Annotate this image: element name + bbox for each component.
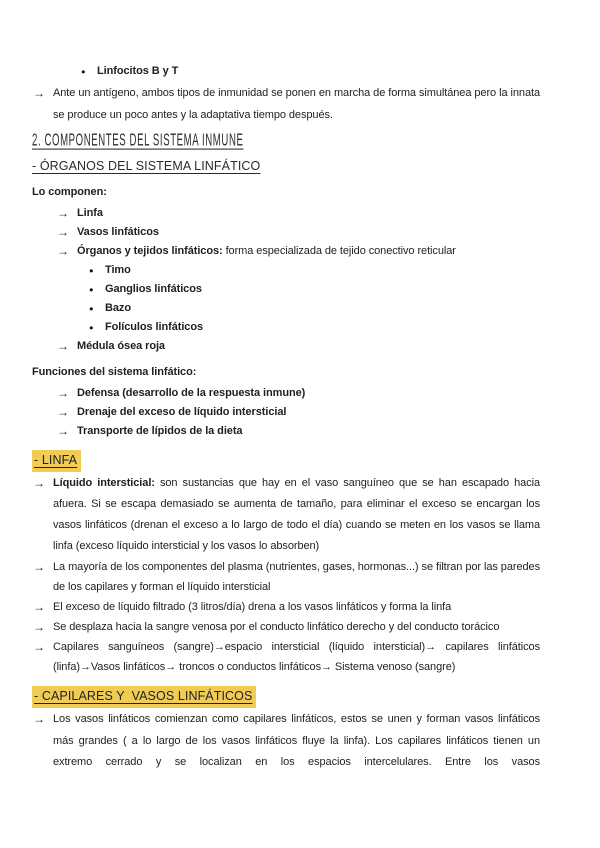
list-item-text: forma especializada de tejido conectivo reticular [222,245,456,257]
compose-label: Lo componen: [32,186,107,198]
list-item-text: Bazo [105,302,131,314]
paragraph-text: La mayoría de los componentes del plasma (nutrientes, gases, hormonas...) se filtran por las paredes de los capilares y forman el líquido intersticial [53,561,540,593]
list-item-term: Órganos y tejidos linfáticos: [77,245,223,257]
paragraph-text: Ante un antígeno, ambos tipos de inmunidad se ponen en marcha de forma simultánea pero la innata se produce un poco antes y la adaptativa tiempo después. [53,87,540,121]
subsection-heading-row [32,686,540,705]
bullet-icon: ● [89,285,94,294]
list-item-text: Linfocitos B y T [97,65,179,77]
paragraph [32,617,540,637]
list-item-text: Timo [105,264,131,276]
list-item [32,403,540,422]
list-item [32,318,540,337]
paragraph [32,709,540,774]
subsection-heading-organos: - ÓRGANOS DEL SISTEMA LINFÁTICO [32,159,261,173]
list-item [32,261,540,280]
section-heading: 2. COMPONENTES DEL SISTEMA INMUNE [32,131,244,150]
paragraph-term: Líquido intersticial: [53,477,155,489]
list-item [32,242,540,261]
bullet-icon: ● [81,67,86,76]
list-item-text: Linfa [77,207,103,219]
arrow-icon: → [57,424,69,438]
paragraph-text: Los vasos linfáticos comienzan como capilares linfáticos, estos se unen y forman vasos linfáticos más grandes ( a lo largo de los vasos linfáticos fluye la linfa). Los capilares linfáticos tienen un extremo cerrado y se localizan en los espacios intercelulares. Entre los vasos [53,713,540,768]
subsection-heading-capilares: - CAPILARES Y VASOS LINFÁTICOS [32,686,256,708]
list-item-text: Folículos linfáticos [105,321,204,333]
list-item-text: Transporte de lípidos de la dieta [77,425,243,437]
arrow-icon: → [57,225,69,239]
section-heading-row [32,130,540,152]
arrow-icon: → [33,86,45,100]
list-item [32,337,540,356]
arrow-icon: → [57,405,69,419]
paragraph [32,557,540,597]
arrow-icon: → [33,712,45,726]
paragraph [32,637,540,677]
paragraph [32,83,540,126]
list-item [32,422,540,441]
arrow-icon: → [33,600,45,614]
arrow-icon: → [33,640,45,654]
list-item-text: Ganglios linfáticos [105,283,202,295]
arrow-icon: → [33,476,45,490]
list-item [32,223,540,242]
arrow-icon: → [57,244,69,258]
paragraph-text: El exceso de líquido filtrado (3 litros/día) drena a los vasos linfáticos y forma la linfa [53,601,452,613]
arrow-icon: → [33,620,45,634]
bullet-icon: ● [89,323,94,332]
paragraph [32,473,540,557]
paragraph-text: Capilares sanguíneos (sangre)→espacio intersticial (líquido intersticial)→ capilares linfáticos (linfa)→Vasos linfáticos→ troncos o conductos linfáticos→ Sistema venoso (sangre) [53,641,540,673]
paragraph-text: Se desplaza hacia la sangre venosa por el conducto linfático derecho y del conducto torácico [53,621,500,633]
functions-label: Funciones del sistema linfático: [32,366,197,378]
list-item [32,204,540,223]
paragraph [32,597,540,617]
list-item-text: Médula ósea roja [77,340,165,352]
arrow-icon: → [57,339,69,353]
list-item [32,280,540,299]
subsection-heading-row [32,450,540,469]
list-item-text: Defensa (desarrollo de la respuesta inmune) [77,387,306,399]
list-item [32,299,540,318]
subsection-heading-row [32,157,540,176]
arrow-icon: → [57,386,69,400]
list-item-text: Vasos linfáticos [77,226,159,238]
arrow-icon: → [33,560,45,574]
paragraph-text: son sustancias que hay en el vaso sanguíneo que se han escapado hacia afuera. Si se escapa demasiado se aumenta de tamaño, para eliminar el exceso se encargan los vasos linfáticos (drenan el exceso a lo largo de todo el día) cuando se meten en los vasos se llama linfa (exceso líquido intersticial y los vasos lo absorben) [53,477,540,552]
list-item [32,62,540,81]
subsection-heading-linfa: - LINFA [32,450,81,472]
bullet-icon: ● [89,304,94,313]
list-item [32,384,540,403]
bullet-icon: ● [89,266,94,275]
list-item-text: Drenaje del exceso de líquido intersticial [77,406,287,418]
arrow-icon: → [57,206,69,220]
